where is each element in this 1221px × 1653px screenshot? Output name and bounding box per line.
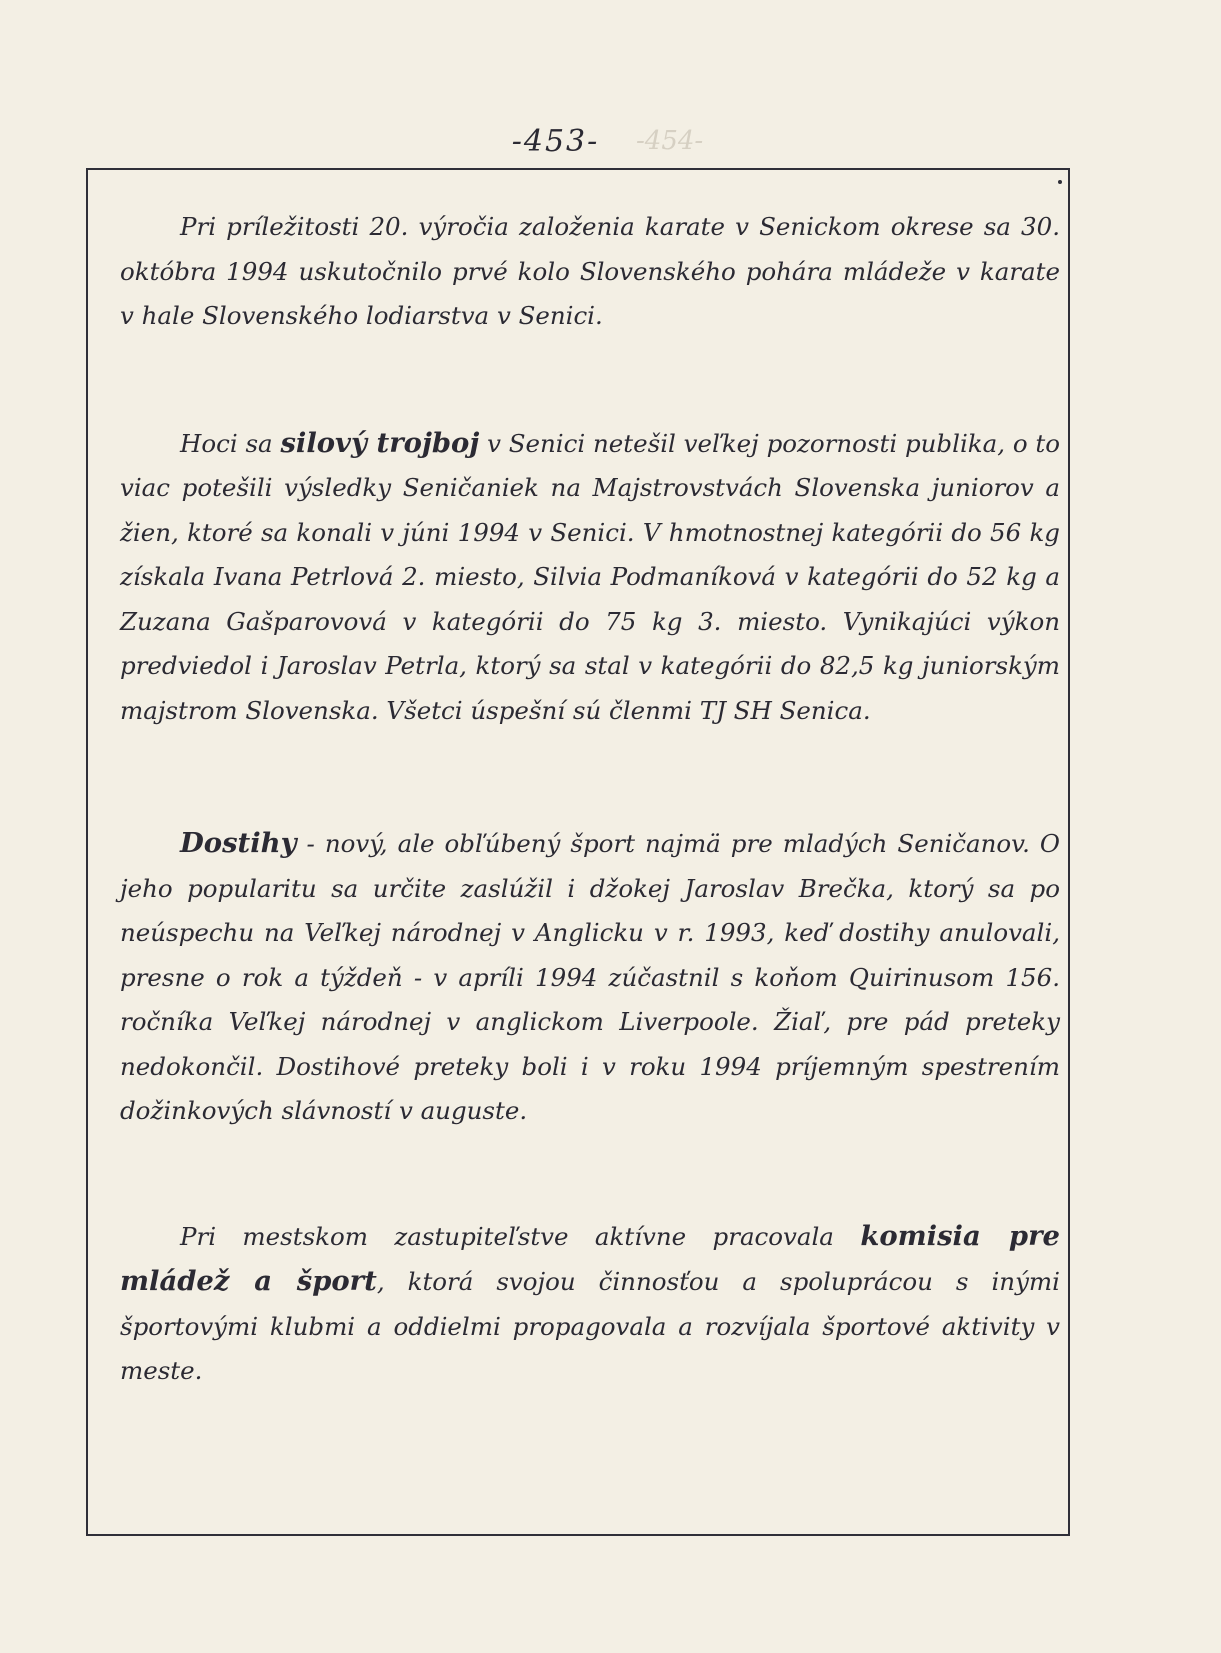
emphasis-powerlifting: silový trojboj (280, 426, 480, 459)
paragraph-intro: Hoci sa (180, 428, 281, 458)
paragraph-karate (120, 205, 1060, 339)
paragraph-intro: Pri mestskom zastupiteľstve aktívne pracovala (180, 1221, 861, 1251)
paragraph-horse-racing (120, 821, 1060, 1134)
emphasis-commission: komisia pre mládež a šport (120, 1219, 1060, 1297)
page-number: -453- (511, 124, 600, 159)
paragraph-text: , ktorá svojou činnosťou a spoluprácou s inými športovými klubmi a oddielmi propagovala a rozvíjala športové aktivity v meste. (120, 1267, 1060, 1385)
paragraph-powerlifting (120, 421, 1060, 734)
paragraph-text: - nový, ale obľúbený šport najmä pre mladých Seničanov. O jeho popularitu sa určite zaslúžil i džokej Jaroslav Brečka, ktorý sa po neúspechu na Veľkej národnej v Anglicku v r. 1993, keď dostihy anulovali, presne o rok a týždeň - v apríli 1994 zúčastnil s koňom Quirinusom 156. ročníka Veľkej národnej v anglickom Liverpoole. Žiaľ, pre pád preteky nedokončil. Dostihové preteky boli i v roku 1994 príjemným spestrením dožinkových slávností v auguste. (120, 829, 1060, 1125)
frame-dot (1058, 180, 1062, 184)
emphasis-horse-racing: Dostihy (180, 827, 297, 859)
paragraph-text: v Senici netešil veľkej pozornosti publika, o to viac potešili výsledky Seničaniek na Majstrovstvách Slovenska juniorov a žien, ktoré sa konali v júni 1994 v Senici. V hmotnostnej kategórii do 56 kg získala Ivana Petrlová 2. miesto, Silvia Podmaníková v kategórii do 52 kg a Zuzana Gašparovová v kategórii do 75 kg 3. miesto. Vynikajúci výkon predviedol i Jaroslav Petrla, ktorý sa stal v kategórii do 82,5 kg juniorským majstrom Slovenska. Všetci úspešní sú členmi TJ SH Senica. (120, 428, 1060, 725)
chronicle-text (120, 205, 1060, 1394)
paragraph-text: Pri príležitosti 20. výročia založenia karate v Senickom okrese sa 30. októbra 1994 uskutočnilo prvé kolo Slovenského pohára mládeže v karate v hale Slovenského lodiarstva v Senici. (120, 212, 1060, 330)
paragraph-youth-commission (120, 1214, 1060, 1394)
ghost-page-number: -454- (636, 126, 704, 156)
